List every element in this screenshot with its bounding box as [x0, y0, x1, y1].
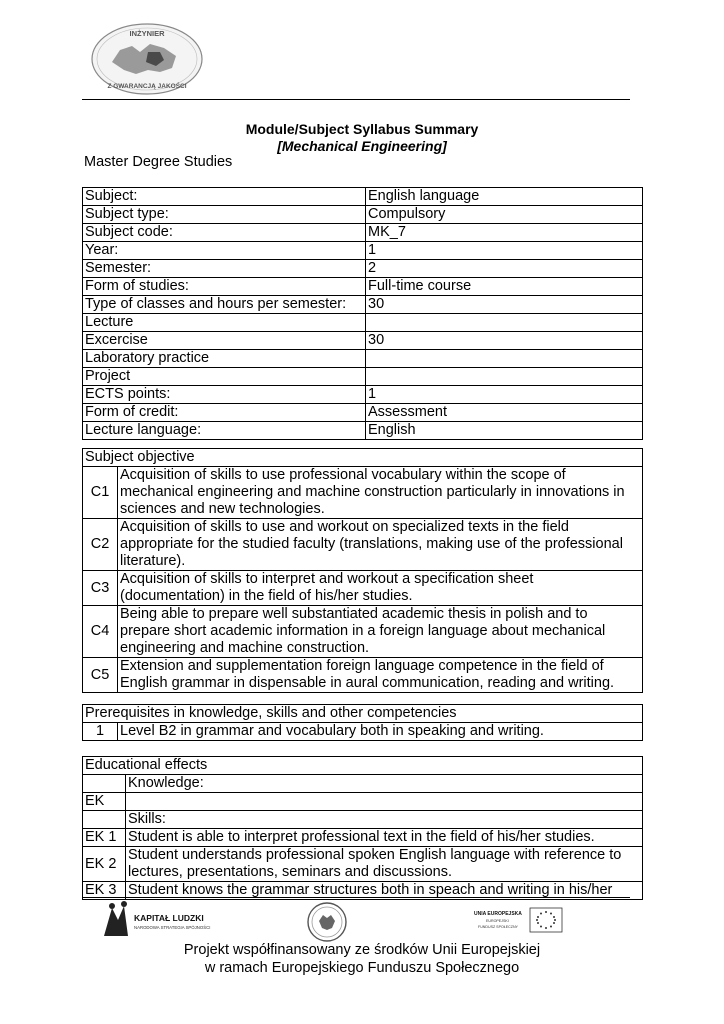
eu-logo — [472, 906, 564, 936]
info-value: 2 — [366, 260, 643, 278]
info-row — [83, 242, 643, 260]
effects-header: Educational effects — [83, 757, 643, 775]
prerequisite-row-text: Level B2 in grammar and vocabulary both in speaking and writing. — [118, 723, 643, 741]
eu-subtitle-1: EUROPEJSKI — [486, 919, 509, 923]
effect-row — [83, 847, 643, 882]
effect-row-code — [83, 775, 126, 793]
objective-row-code: C2 — [83, 519, 118, 571]
effect-row — [83, 775, 643, 793]
prerequisite-row-code: 1 — [83, 723, 118, 741]
subject-objective-table — [82, 448, 643, 693]
effect-row — [83, 811, 643, 829]
kl-title: KAPITAŁ LUDZKI — [134, 913, 204, 923]
objective-row — [83, 606, 643, 658]
objective-header: Subject objective — [83, 449, 643, 467]
info-label: Semester: — [83, 260, 366, 278]
effect-row-code: EK 1 — [83, 829, 126, 847]
info-row — [83, 278, 643, 296]
effect-row — [83, 793, 643, 811]
inzynier-logo — [90, 22, 204, 96]
logo-bottom-text: Z GWARANCJĄ JAKOŚCI — [107, 83, 187, 90]
objective-row-text: Extension and supplementation foreign language competence in the field of English grammar in dispensable in aural communication, reading and writing. — [118, 658, 643, 693]
info-label: ECTS points: — [83, 386, 366, 404]
objective-row-text: Acquisition of skills to use professional vocabulary within the scope of mechanical engineering and machine construction particularly in innovations in sciences and new technologies. — [118, 467, 643, 519]
info-value: Full-time course — [366, 278, 643, 296]
effect-row-code — [83, 811, 126, 829]
info-label: Subject code: — [83, 224, 366, 242]
info-value: English language — [366, 188, 643, 206]
effect-row-code: EK 3 — [83, 882, 126, 900]
objective-row-code: C4 — [83, 606, 118, 658]
logo-top-text: INŻYNIER — [129, 29, 165, 38]
prerequisites-table — [82, 704, 643, 741]
objective-row — [83, 519, 643, 571]
prerequisite-row — [83, 723, 643, 741]
page-subtitle: [Mechanical Engineering] — [277, 138, 447, 154]
info-row — [83, 404, 643, 422]
info-value: 30 — [366, 332, 643, 350]
info-value — [366, 314, 643, 332]
objective-row — [83, 658, 643, 693]
info-label: Subject: — [83, 188, 366, 206]
effect-row-text: Student knows the grammar structures both in speach and writing in his/her — [126, 882, 643, 900]
effect-row-code: EK 2 — [83, 847, 126, 882]
kl-subtitle: NARODOWA STRATEGIA SPÓJNOŚCI — [134, 925, 211, 930]
info-row — [83, 206, 643, 224]
info-value: Assessment — [366, 404, 643, 422]
footer-line-1: Projekt współfinansowany ze środków Unii Europejskiej — [183, 942, 541, 958]
objective-row-text: Acquisition of skills to interpret and workout a specification sheet (documentation) in the field of his/her studies. — [118, 571, 643, 606]
info-value — [366, 368, 643, 386]
info-value: 1 — [366, 242, 643, 260]
info-label: Lecture — [83, 314, 366, 332]
info-value: English — [366, 422, 643, 440]
info-label: Form of studies: — [83, 278, 366, 296]
info-row — [83, 296, 643, 314]
info-label: Laboratory practice — [83, 350, 366, 368]
info-value: 30 — [366, 296, 643, 314]
footer-line-2: w ramach Europejskiego Funduszu Społecznego — [204, 960, 520, 976]
info-row — [83, 332, 643, 350]
info-label: Subject type: — [83, 206, 366, 224]
effect-row-text: Student is able to interpret professional text in the field of his/her studies. — [126, 829, 643, 847]
effect-row-text: Knowledge: — [126, 775, 643, 793]
objective-row-code: C1 — [83, 467, 118, 519]
studies-level: Master Degree Studies — [84, 154, 233, 170]
info-row — [83, 314, 643, 332]
effect-row-code: EK — [83, 793, 126, 811]
info-value: 1 — [366, 386, 643, 404]
educational-effects-table — [82, 756, 643, 900]
objective-row-text: Being able to prepare well substantiated academic thesis in polish and to prepare short academic information in a foreign language about mechanical engineering and machine construction. — [118, 606, 643, 658]
info-label: Lecture language: — [83, 422, 366, 440]
objective-row-code: C3 — [83, 571, 118, 606]
subject-info-table — [82, 187, 643, 440]
info-label: Year: — [83, 242, 366, 260]
effect-row-text: Student understands professional spoken English language with reference to lectures, presentations, seminars and discussions. — [126, 847, 643, 882]
info-row — [83, 350, 643, 368]
info-value: MK_7 — [366, 224, 643, 242]
objective-row — [83, 467, 643, 519]
info-value: Compulsory — [366, 206, 643, 224]
info-row — [83, 386, 643, 404]
objective-row — [83, 571, 643, 606]
info-row — [83, 422, 643, 440]
info-label: Project — [83, 368, 366, 386]
effect-row-text: Skills: — [126, 811, 643, 829]
info-label: Form of credit: — [83, 404, 366, 422]
info-label: Excercise — [83, 332, 366, 350]
eu-title: UNIA EUROPEJSKA — [474, 911, 522, 917]
objective-row-text: Acquisition of skills to use and workout on specialized texts in the field appropriate for the studied faculty (translations, making use of the professional literature). — [118, 519, 643, 571]
info-label: Type of classes and hours per semester: — [83, 296, 366, 314]
effect-row — [83, 829, 643, 847]
header-divider — [82, 99, 630, 100]
page-title: Module/Subject Syllabus Summary — [245, 121, 479, 137]
eu-subtitle-2: FUNDUSZ SPOŁECZNY — [478, 925, 518, 929]
kapital-ludzki-logo — [98, 900, 238, 940]
info-row — [83, 368, 643, 386]
info-row — [83, 188, 643, 206]
effect-row-text — [126, 793, 643, 811]
info-row — [83, 260, 643, 278]
emblem-logo — [306, 901, 348, 943]
prerequisites-header: Prerequisites in knowledge, skills and other competencies — [83, 705, 643, 723]
info-row — [83, 224, 643, 242]
footer-divider — [82, 897, 630, 898]
info-value — [366, 350, 643, 368]
objective-row-code: C5 — [83, 658, 118, 693]
